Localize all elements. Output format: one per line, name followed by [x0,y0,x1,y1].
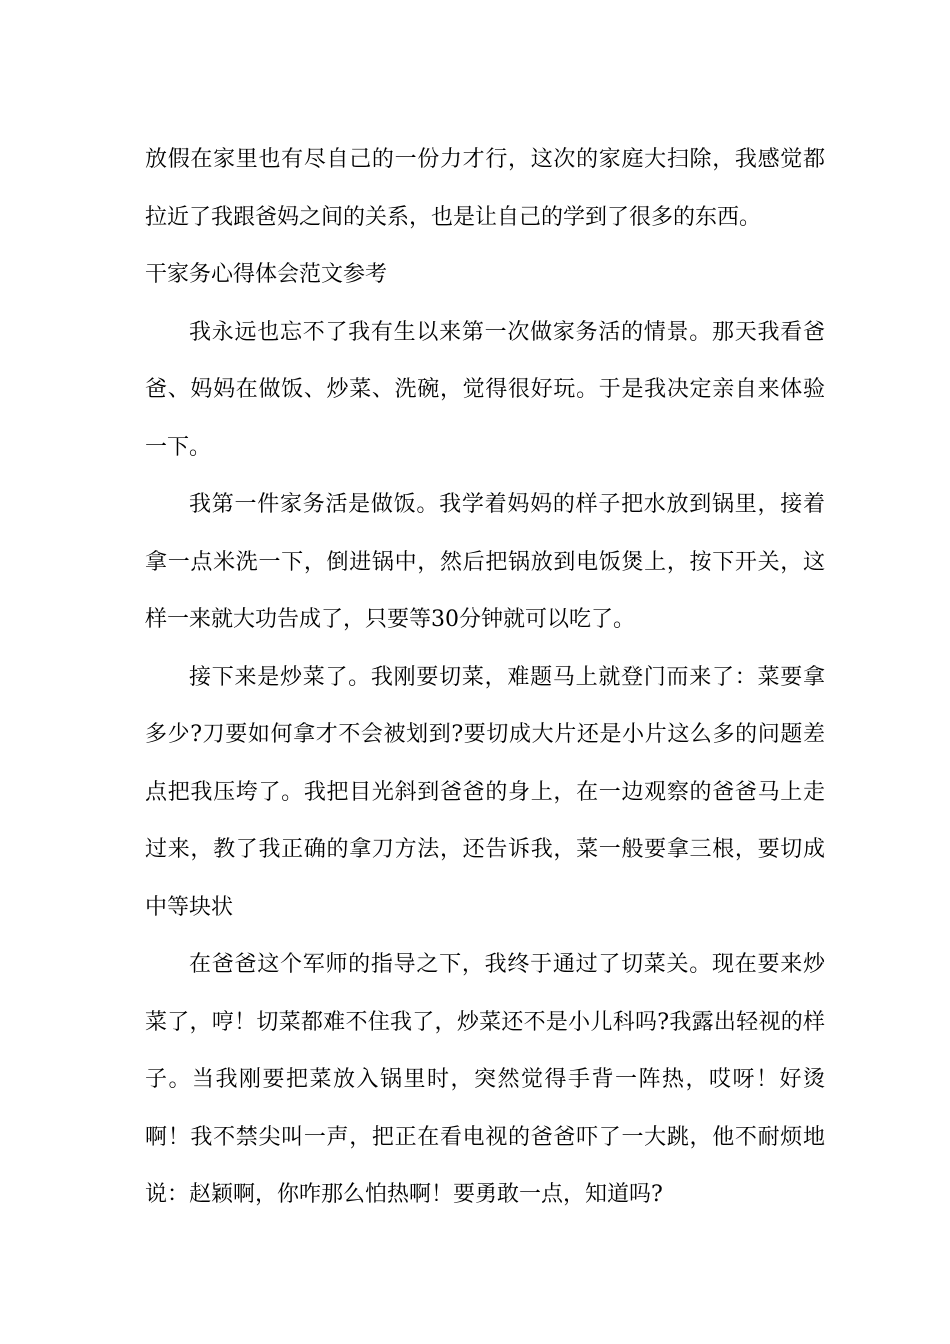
document-body [145,131,825,1224]
paragraph-cutting-vegetables: 接下来是炒菜了。我刚要切菜，难题马上就登门而来了：菜要拿多少?刀要如何拿才不会被划到?要切成大片还是小片这么多的问题差点把我压垮了。我把目光斜到爸爸的身上，在一边观察的爸爸马上走过来，教了我正确的拿刀方法，还告诉我，菜一般要拿三根，要切成中等块状 [145,664,825,920]
section-heading: 干家务心得体会范文参考 [145,262,388,287]
paragraph-intro-continuation: 放假在家里也有尽自己的一份力才行，这次的家庭大扫除，我感觉都拉近了我跟爸妈之间的关系，也是让自己的学到了很多的东西。 [145,147,825,230]
paragraph-cooking-rice: 我第一件家务活是做饭。我学着妈妈的样子把水放到锅里，接着拿一点米洗一下，倒进锅中，然后把锅放到电饭煲上，按下开关，这样一来就大功告成了，只要等30分钟就可以吃了。 [145,492,825,632]
paragraph-first-chores: 我永远也忘不了我有生以来第一次做家务活的情景。那天我看爸爸、妈妈在做饭、炒菜、洗碗，觉得很好玩。于是我决定亲自来体验一下。 [145,319,825,460]
paragraph-stir-frying: 在爸爸这个军师的指导之下，我终于通过了切菜关。现在要来炒菜了，哼！切菜都难不住我了，炒菜还不是小儿科吗?我露出轻视的样子。当我刚要把菜放入锅里时，突然觉得手背一阵热，哎呀！好烫啊！我不禁尖叫一声，把正在看电视的爸爸吓了一大跳，他不耐烦地说：赵颖啊，你咋那么怕热啊！要勇敢一点，知道吗? [145,952,825,1207]
